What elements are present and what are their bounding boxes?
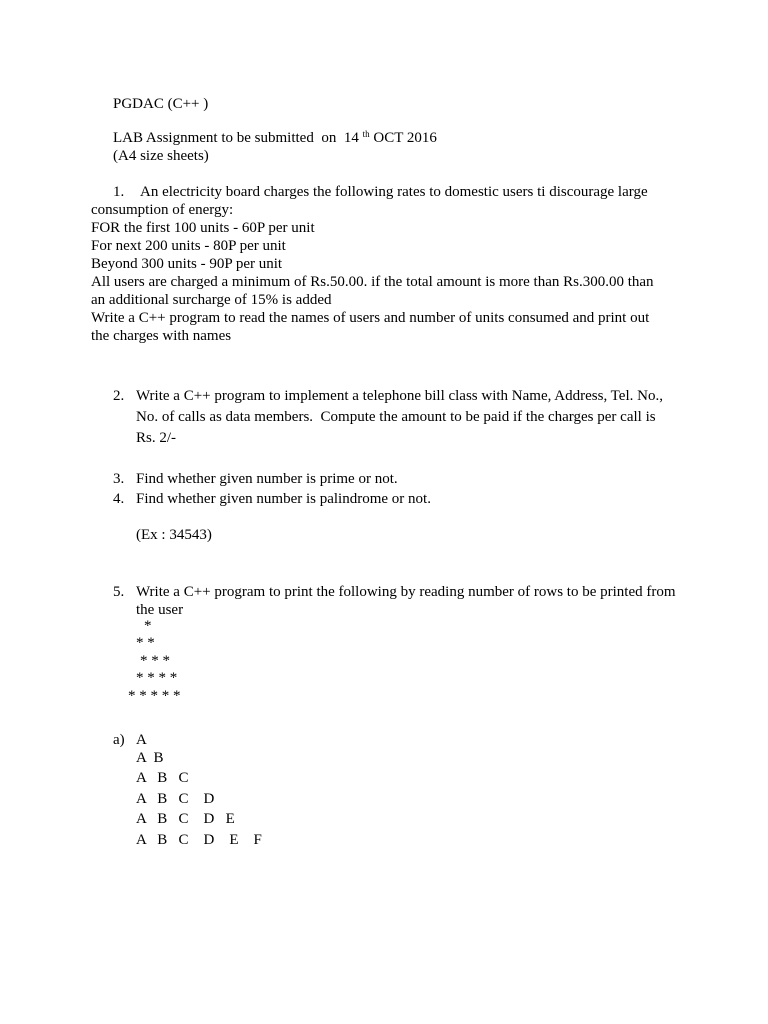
q2-line: No. of calls as data members. Compute the amount to be paid if the charges per call is	[136, 409, 656, 425]
lab-submission-line	[113, 129, 437, 147]
q1-number: 1.	[113, 184, 125, 200]
q5-line: Write a C++ program to print the following by reading number of rows to be printed from	[136, 584, 676, 600]
q1-line: consumption of energy:	[91, 202, 234, 218]
q1-line: an additional surcharge of 15% is added	[91, 292, 332, 308]
q4-example: (Ex : 34543)	[136, 527, 212, 543]
q5-line: the user	[136, 602, 184, 618]
lab-submission-text: LAB Assignment to be submitted on 14	[113, 130, 359, 146]
q1-line: the charges with names	[91, 328, 232, 344]
sheet-note: (A4 size sheets)	[113, 148, 209, 164]
q4-number: 4.	[113, 491, 125, 507]
q3-text: Find whether given number is prime or not.	[136, 471, 398, 487]
q2-line: Rs. 2/-	[136, 430, 177, 446]
letter-row: A B C D E	[136, 811, 235, 827]
letter-row: A B C D E F	[136, 832, 262, 848]
q1-line: Write a C++ program to read the names of users and number of units consumed and print out	[91, 310, 650, 326]
star-row: * *	[136, 635, 155, 651]
star-row: *	[144, 618, 152, 634]
course-title: PGDAC (C++ )	[113, 96, 209, 112]
q1-first-line: An electricity board charges the following rates to domestic users ti discourage large	[140, 184, 648, 200]
q2-number: 2.	[113, 388, 125, 404]
part-a-label: a)	[113, 732, 125, 748]
q1-line: For next 200 units - 80P per unit	[91, 238, 286, 254]
q5-number: 5.	[113, 584, 125, 600]
q4-text: Find whether given number is palindrome or not.	[136, 491, 431, 507]
lab-submission-date: OCT 2016	[369, 130, 437, 146]
letter-row: A	[136, 732, 147, 748]
star-row: * * *	[140, 653, 170, 669]
star-row: * * * *	[136, 670, 178, 686]
q1-line: Beyond 300 units - 90P per unit	[91, 256, 283, 272]
q3-number: 3.	[113, 471, 125, 487]
q1-line: FOR the first 100 units - 60P per unit	[91, 220, 315, 236]
q1-line: All users are charged a minimum of Rs.50.00. if the total amount is more than Rs.300.00 than	[91, 274, 654, 290]
letter-row: A B C D	[136, 791, 215, 807]
star-row: * * * * *	[128, 688, 181, 704]
letter-row: A B C	[136, 770, 189, 786]
letter-row: A B	[136, 750, 164, 766]
q2-line: Write a C++ program to implement a telephone bill class with Name, Address, Tel. No.,	[136, 388, 663, 404]
date-superscript: th	[362, 129, 370, 139]
